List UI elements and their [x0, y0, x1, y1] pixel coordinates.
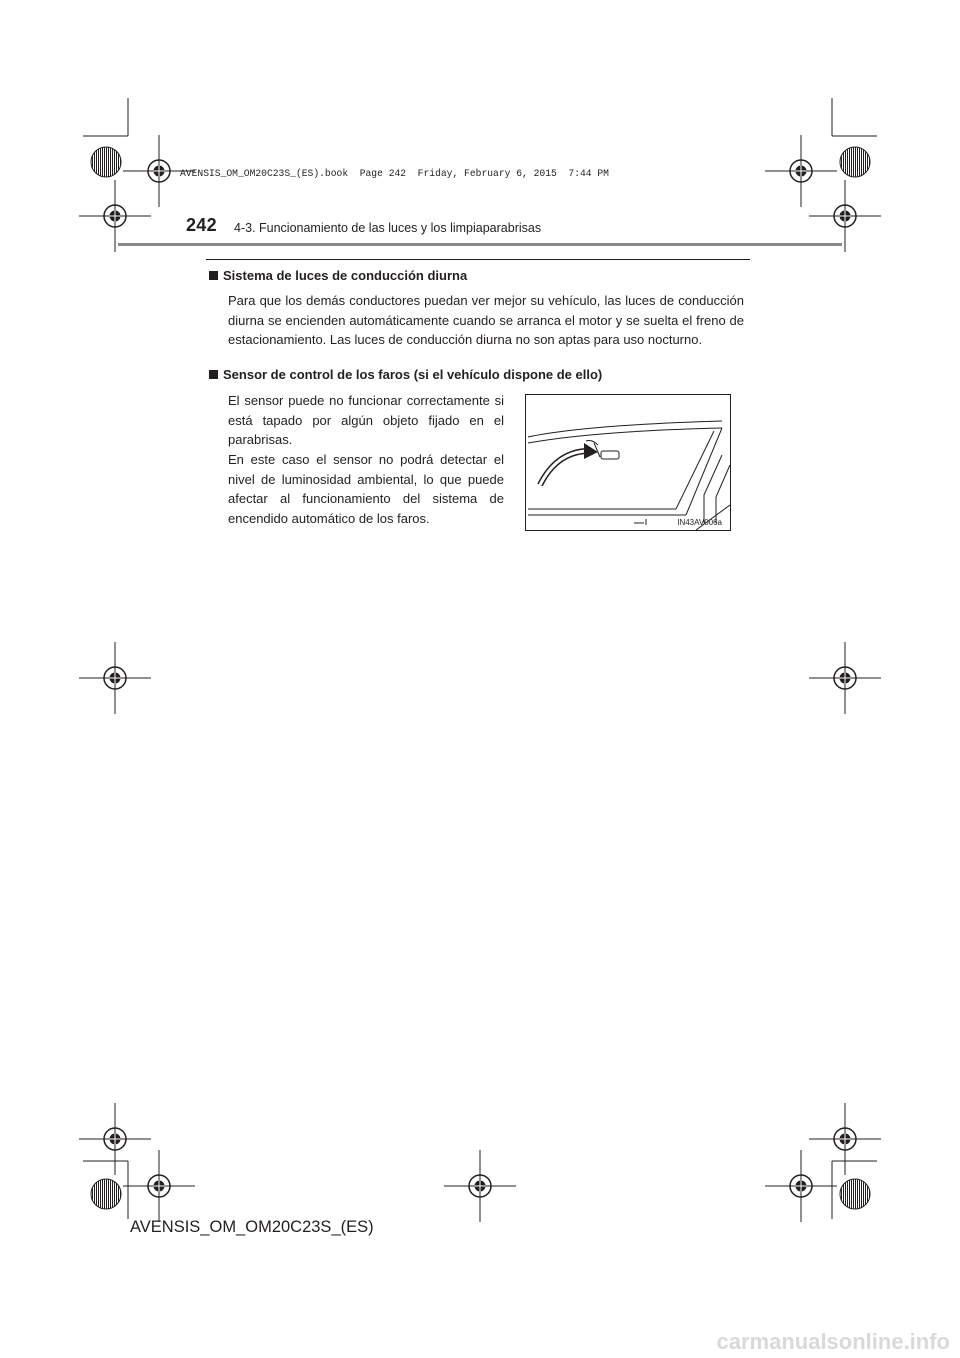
footer-document-id: AVENSIS_OM_OM20C23S_(ES) [130, 1218, 374, 1236]
registration-crosshair-icon [79, 180, 151, 252]
paragraph-sensor-effect: En este caso el sensor no podrá detectar el nivel de luminosidad ambiental, lo que puede afectar al funcionamiento del sistema de encendido automático de los faros. [228, 452, 504, 526]
registration-crosshair-icon [765, 135, 837, 207]
registration-disc-icon [840, 1179, 870, 1209]
watermark: carmanualsonline.info [716, 1329, 950, 1354]
windshield-sensor-figure [525, 394, 731, 531]
paragraph-sensor-covered: El sensor puede no funcionar correctamente si está tapado por algún objeto fijado en el parabrisas. [228, 393, 504, 447]
header-rule [118, 243, 842, 246]
square-bullet-icon [209, 271, 218, 280]
registration-disc-icon [91, 1179, 121, 1209]
registration-crosshair-icon [809, 642, 881, 714]
chapter-title: 4-3. Funcionamiento de las luces y los limpiaparabrisas [234, 221, 542, 235]
registration-disc-icon [840, 147, 870, 177]
section-heading-daytime-lights: Sistema de luces de conducción diurna [209, 268, 467, 283]
print-info-line: AVENSIS_OM_OM20C23S_(ES).book Page 242 Friday, February 6, 2015 7:44 PM [180, 168, 609, 180]
registration-crosshair-icon [809, 1103, 881, 1175]
section-heading-headlight-sensor: Sensor de control de los faros (si el vehículo dispone de ello) [209, 367, 602, 382]
section-rule [206, 259, 750, 260]
registration-crosshair-icon [765, 1150, 837, 1222]
paragraph-daytime-lights: Para que los demás conductores puedan ver mejor su vehículo, las luces de conducción diurna se encienden automáticamente cuando se arranca el motor y se suelta el freno de estacionamiento. Las luces de conducción diurna no son aptas para uso nocturno. [228, 293, 744, 347]
square-bullet-icon [209, 370, 218, 379]
registration-crosshair-icon [444, 1150, 516, 1222]
page-number: 242 [186, 215, 217, 235]
registration-crosshair-icon [123, 1150, 195, 1222]
windshield-illustration [526, 395, 730, 530]
registration-crosshair-icon [79, 642, 151, 714]
figure-code: IN43AV006a [677, 518, 722, 527]
registration-crosshair-icon [79, 1103, 151, 1175]
registration-disc-icon [91, 147, 121, 177]
registration-crosshair-icon [809, 180, 881, 252]
